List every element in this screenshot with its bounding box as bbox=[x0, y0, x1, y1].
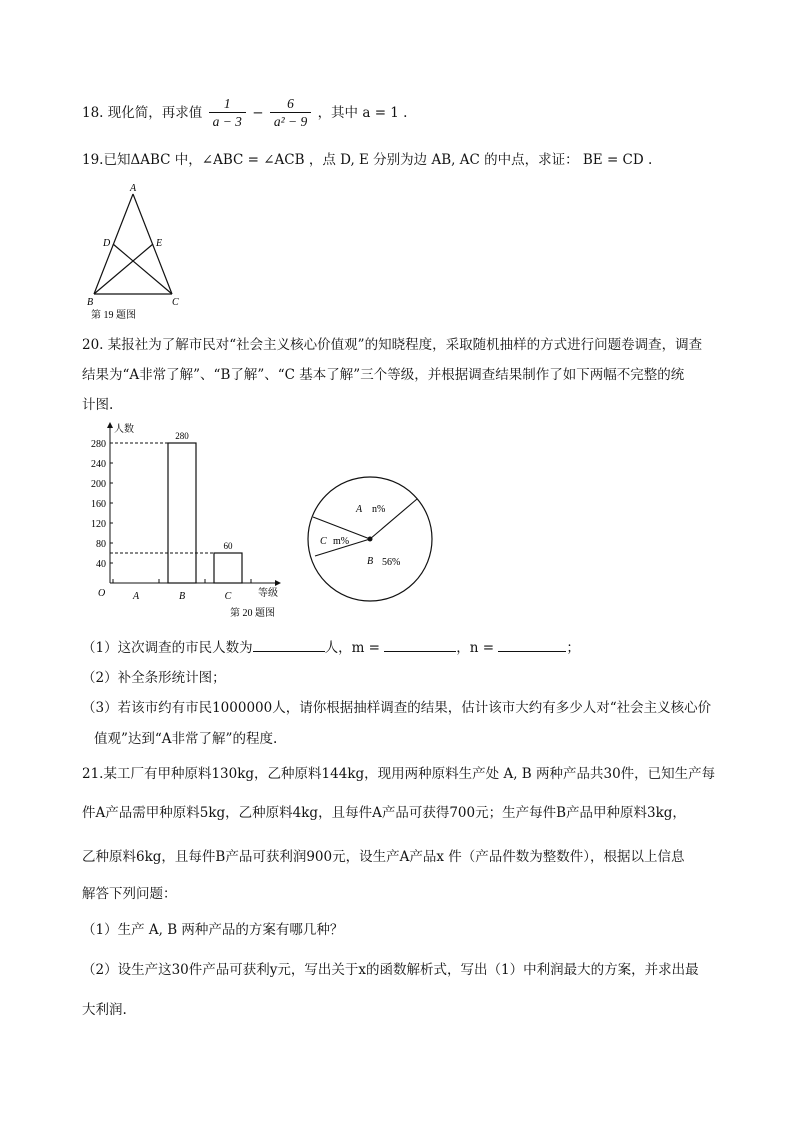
pie-b-value: 56% bbox=[382, 557, 401, 568]
x-axis-label: 等级 bbox=[258, 588, 278, 599]
q18-f2-denominator: a² − 9 bbox=[273, 114, 308, 129]
q19-statement: 19.已知ΔABC 中，∠ABC = ∠ACB ，点 D, E 分别为边 AB, AC 的中点，求证： BE = CD . bbox=[82, 152, 653, 168]
q18-f2-numerator: 6 bbox=[270, 96, 311, 113]
q21-line-1: 21.某工厂有甲种原料130kg，乙种原料144kg，现用两种原料生产处 A, B 两种产品共30件，已知生产每 bbox=[82, 766, 716, 782]
pie-c-value: m% bbox=[333, 536, 350, 547]
q20-sub1-c: ，n = bbox=[456, 640, 495, 656]
bar-b-value-label: 280 bbox=[175, 431, 189, 441]
q21-part-2-line-1: （2）设生产这30件产品可获利y元，写出关于x的函数解析式，写出（1）中利润最大的方案，并求出最 bbox=[82, 962, 699, 978]
pie-center bbox=[368, 537, 373, 542]
q21-line-3: 乙种原料6kg，且每件B产品可获利润900元，设生产A产品x 件（产品件数为整数件），根据以上信息 bbox=[82, 849, 685, 865]
y-tick-label: 80 bbox=[96, 539, 106, 550]
x-category-label-c: C bbox=[224, 591, 232, 602]
q19-triangle-figure bbox=[84, 180, 194, 320]
q18-f1-denominator: a − 3 bbox=[212, 114, 242, 129]
vertex-c-label: C bbox=[172, 297, 179, 308]
x-category-label-a: A bbox=[132, 591, 140, 602]
vertex-e-label: E bbox=[156, 238, 163, 249]
y-axis-label: 人数 bbox=[114, 424, 134, 435]
q18-prefix: 18. 现化简，再求值 bbox=[82, 105, 203, 121]
origin-label: O bbox=[98, 588, 106, 599]
q18-fraction-1 bbox=[209, 96, 246, 131]
q20-sub1-b: 人，m = bbox=[324, 640, 380, 656]
q20-sub1-a: （1）这次调查的市民人数为 bbox=[82, 640, 253, 656]
q20-sub1 bbox=[82, 636, 580, 656]
vertex-d-label: D bbox=[103, 238, 111, 249]
pie-a-label: A bbox=[356, 504, 363, 515]
q18-minus: − bbox=[252, 105, 264, 121]
q18-f1-numerator: 1 bbox=[209, 96, 246, 113]
q21-line-4: 解答下列问题： bbox=[82, 886, 177, 902]
q18-line bbox=[82, 96, 407, 131]
q21-line-2: 件A产品需甲种原料5kg，乙种原料4kg，且每件A产品可获得700元；生产每件B产品甲种原料3kg， bbox=[82, 805, 686, 821]
blank-total-people bbox=[253, 637, 325, 652]
q20-bar-chart bbox=[88, 418, 288, 623]
q21-part-1: （1）生产 A, B 两种产品的方案有哪几种？ bbox=[82, 922, 344, 938]
vertex-a-label: A bbox=[130, 183, 137, 194]
q20-line-3: 计图. bbox=[82, 397, 114, 413]
q18-suffix: ，其中 a = 1 . bbox=[317, 105, 408, 121]
y-tick-label: 240 bbox=[91, 459, 106, 470]
q20-line-1: 20. 某报社为了解市民对“社会主义核心价值观”的知晓程度，采取随机抽样的方式进行问题卷调查，调查 bbox=[82, 337, 703, 353]
bar-c bbox=[214, 553, 242, 583]
q21-part-2-line-2: 大利润. bbox=[82, 1002, 127, 1018]
y-tick-label: 160 bbox=[91, 499, 106, 510]
q20-pie-chart bbox=[305, 474, 435, 604]
q19-figure-caption: 第 19 题图 bbox=[91, 310, 136, 320]
q20-sub3-line-2: 值观”达到“A非常了解”的程度. bbox=[94, 731, 278, 747]
q20-figure-caption: 第 20 题图 bbox=[230, 608, 275, 619]
q20-line-2: 结果为“A非常了解”、“B了解”、“C 基本了解”三个等级，并根据调查结果制作了如下两幅不完整的统 bbox=[82, 367, 685, 383]
bar-c-value-label: 60 bbox=[223, 541, 233, 551]
vertex-b-label: B bbox=[87, 297, 94, 308]
blank-n bbox=[498, 637, 566, 652]
q18-fraction-2 bbox=[270, 96, 311, 131]
x-category-label-b: B bbox=[178, 591, 186, 602]
q20-sub3-line-1: （3）若该市约有市民1000000人，请你根据抽样调查的结果，估计该市大约有多少人对“社会主义核心价 bbox=[82, 700, 712, 716]
q20-sub2: （2）补全条形统计图； bbox=[82, 670, 226, 686]
y-tick-label: 280 bbox=[91, 439, 106, 450]
q20-sub1-d: ； bbox=[566, 640, 580, 656]
y-tick-label: 40 bbox=[96, 559, 106, 570]
y-tick-label: 200 bbox=[91, 479, 106, 490]
blank-m bbox=[384, 637, 456, 652]
bar-b bbox=[168, 443, 196, 583]
pie-c-label: C bbox=[320, 536, 327, 547]
pie-b-label: B bbox=[367, 556, 374, 567]
pie-a-value: n% bbox=[372, 504, 386, 515]
y-tick-label: 120 bbox=[91, 519, 106, 530]
